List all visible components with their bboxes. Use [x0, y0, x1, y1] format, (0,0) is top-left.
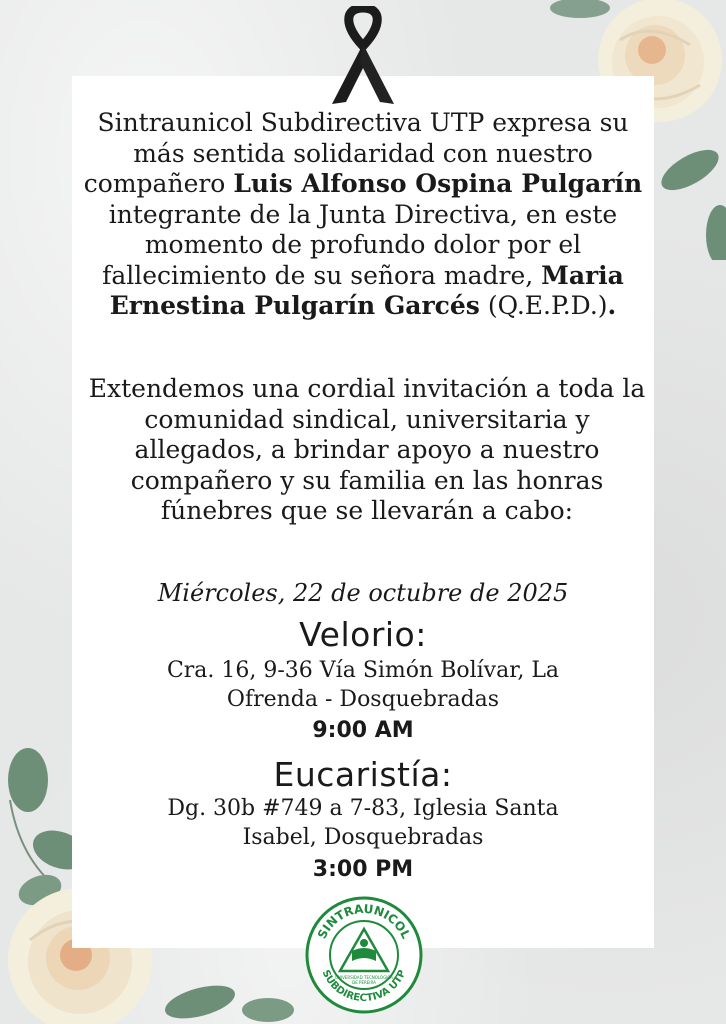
deceased-name: Maria Ernestina Pulgarín Garcés [109, 260, 624, 320]
svg-text:DE PEREIRA: DE PEREIRA [352, 980, 376, 985]
mourning-ribbon-icon [324, 6, 402, 106]
svg-text:UNIVERSIDAD TECNOLÓGICA: UNIVERSIDAD TECNOLÓGICA [335, 975, 393, 980]
velorio-time: 9:00 AM [312, 718, 414, 743]
event-date: Miércoles, 22 de octubre de 2025 [157, 579, 569, 607]
member-name: Luis Alfonso Ospina Pulgarín [233, 169, 643, 198]
velorio-address: Cra. 16, 9-36 Vía Simón Bolívar, La Ofrenda - Dosquebradas [166, 658, 560, 712]
invitation-paragraph: Extendemos una cordial invitación a toda la comunidad sindical, universitaria y allegados, a brindar apoyo a nuestro compañero y su familia en las honras fúnebres que se llevarán a cabo: [88, 374, 646, 525]
svg-text:SINTRAUNICOL: SINTRAUNICOL [314, 901, 414, 942]
svg-text:SUBDIRECTIVA UTP: SUBDIRECTIVA UTP [319, 968, 409, 1005]
velorio-heading: Velorio: [299, 615, 427, 654]
sintraunicol-logo [304, 895, 424, 1015]
eucaristia-heading: Eucaristía: [273, 755, 453, 794]
eucaristia-address: Dg. 30b #749 a 7-83, Iglesia Santa Isabel, Dosquebradas [167, 796, 559, 850]
eucaristia-time: 3:00 PM [312, 857, 414, 882]
intro-paragraph: Sintraunicol Subdirectiva UTP expresa su más sentida solidaridad con nuestro compañero Luis Alfonso Ospina Pulgarín integrante de la Junta Directiva, en este momento de profundo dolor por el fallecimiento de su señora madre, Maria Ernestina Pulgarín Garcés (Q.E.P.D.). [83, 108, 643, 320]
